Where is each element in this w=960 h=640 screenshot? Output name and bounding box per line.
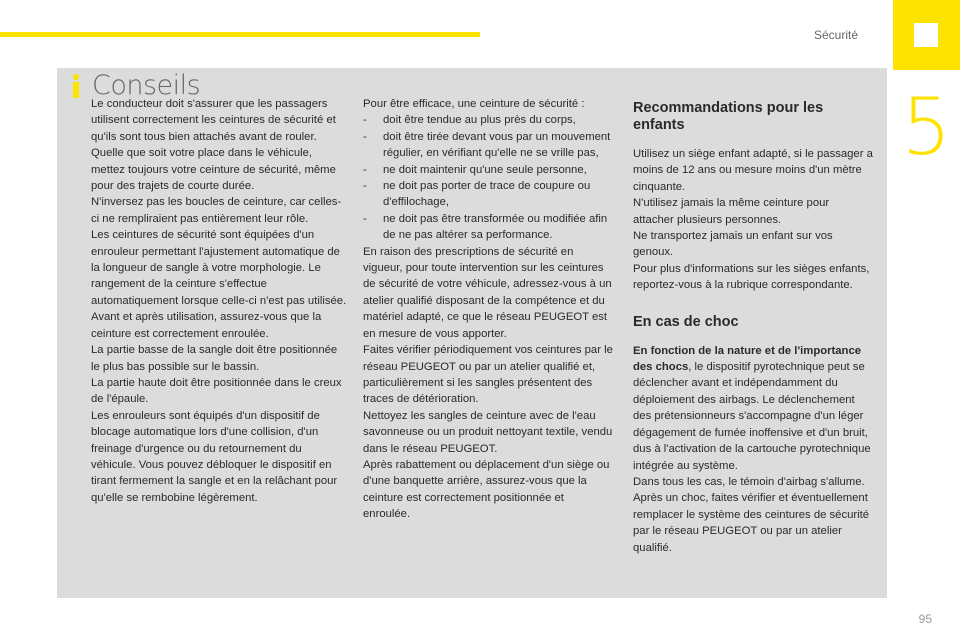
column-effective-belt <box>363 96 613 523</box>
column-children-and-crash <box>633 96 873 556</box>
paragraph: Quelle que soit votre place dans le véhicule, mettez toujours votre ceinture de sécurité, même pour des trajets de courte durée. <box>91 147 336 193</box>
paragraph: La partie haute doit être positionnée dans le creux de l'épaule. <box>91 376 342 406</box>
paragraph: Le conducteur doit s'assurer que les passagers utilisent correctement les ceintures de sécurité et qu'ils sont tous bien attachés avant de rouler. <box>91 98 336 143</box>
section-label: Sécurité <box>813 28 858 42</box>
list-item: - ne doit pas porter de trace de coupure ou d'effilochage, <box>363 180 591 209</box>
page-number: 95 <box>918 612 932 626</box>
header-rule <box>0 32 480 37</box>
paragraph: Dans tous les cas, le témoin d'airbag s'allume. <box>633 475 865 488</box>
list-item: - doit être tendue au plus près du corps, <box>363 114 576 127</box>
chapter-square-icon <box>914 23 938 47</box>
paragraph <box>633 343 873 474</box>
paragraph: Nettoyez les sangles de ceinture avec de l'eau savonneuse ou un produit nettoyant textile, vendu dans le réseau PEUGEOT. <box>363 409 613 455</box>
crash-bold-text: En fonction de la nature et de l'importance des chocs <box>633 344 862 374</box>
paragraph: Faites vérifier périodiquement vos ceintures par le réseau PEUGEOT ou par un atelier qualifié et, particulièrement si les sangles présentent des traces de détérioration. <box>363 344 613 406</box>
intro-text: Pour être efficace, une ceinture de sécurité : <box>363 98 585 110</box>
paragraph: En raison des prescriptions de sécurité en vigueur, pour toute intervention sur les ceintures de sécurité de votre véhicule, adressez-vous à un atelier qualifié disposant de la compétence et du matériel adapté, ce que le réseau PEUGEOT est en mesure de vous apporter. <box>363 245 612 340</box>
crash-text: , le dispositif pyrotechnique peut se déclencher avant et indépendamment du déploiement des airbags. Le déclenchement des prétensionneurs s'accompagne d'un léger dégagement de fumée inoffensive et d'un bruit, dus à l'activation de la cartouche pyrotechnique intégrée au système. <box>633 361 871 472</box>
paragraph: La partie basse de la sangle doit être positionnée le plus bas possible sur le bassin. <box>91 344 338 373</box>
column-seatbelt-advice <box>91 96 348 506</box>
paragraph: Après rabattement ou déplacement d'un siège ou d'une banquette arrière, assurez-vous que la ceinture est correctement positionnée et enroulée. <box>363 458 610 521</box>
paragraph: Ne transportez jamais un enfant sur vos genoux. <box>633 230 833 259</box>
info-icon <box>64 73 88 99</box>
chapter-number: 5 <box>901 83 952 173</box>
paragraph: Pour plus d'informations sur les sièges enfants, reportez-vous à la rubrique correspondante. <box>633 262 870 292</box>
panel-title: Conseils <box>92 70 201 101</box>
paragraph: N'utilisez jamais la même ceinture pour attacher plusieurs personnes. <box>633 197 830 226</box>
list-item: - doit être tirée devant vous par un mouvement régulier, en vérifiant qu'elle ne se vrille pas, <box>363 130 611 160</box>
paragraph: Les ceintures de sécurité sont équipées d'un enrouleur permettant l'ajustement automatique de la longueur de sangle à votre morphologie. Le rangement de la ceinture s'effectue automatiquement lorsque celle-ci n'est pas utilisée. <box>91 229 347 307</box>
paragraph: Avant et après utilisation, assurez-vous que la ceinture est correctement enroulée. <box>91 311 322 340</box>
list-item: - ne doit maintenir qu'une seule personne, <box>363 163 587 176</box>
heading-children: Recommandations pour les enfants <box>633 100 824 133</box>
paragraph: Après un choc, faites vérifier et éventuellement remplacer le système des ceintures de sécurité par le réseau PEUGEOT ou par un atelier qualifié. <box>633 492 870 554</box>
paragraph: Utilisez un siège enfant adapté, si le passager a moins de 12 ans ou mesure moins d'un mètre cinquante. <box>633 148 873 193</box>
list-item: - ne doit pas être transformée ou modifiée afin de ne pas altérer sa performance. <box>363 212 608 242</box>
paragraph: N'inversez pas les boucles de ceinture, car celles-ci ne rempliraient pas entièrement leur rôle. <box>91 196 342 225</box>
heading-crash: En cas de choc <box>633 313 739 330</box>
paragraph: Les enrouleurs sont équipés d'un dispositif de blocage automatique lors d'une collision, d'un freinage d'urgence ou du retournement du véhicule. Vous pouvez débloquer le dispositif en tirant fermement la sangle et en la relâchant pour qu'elle se rembobine légèrement. <box>91 409 338 504</box>
